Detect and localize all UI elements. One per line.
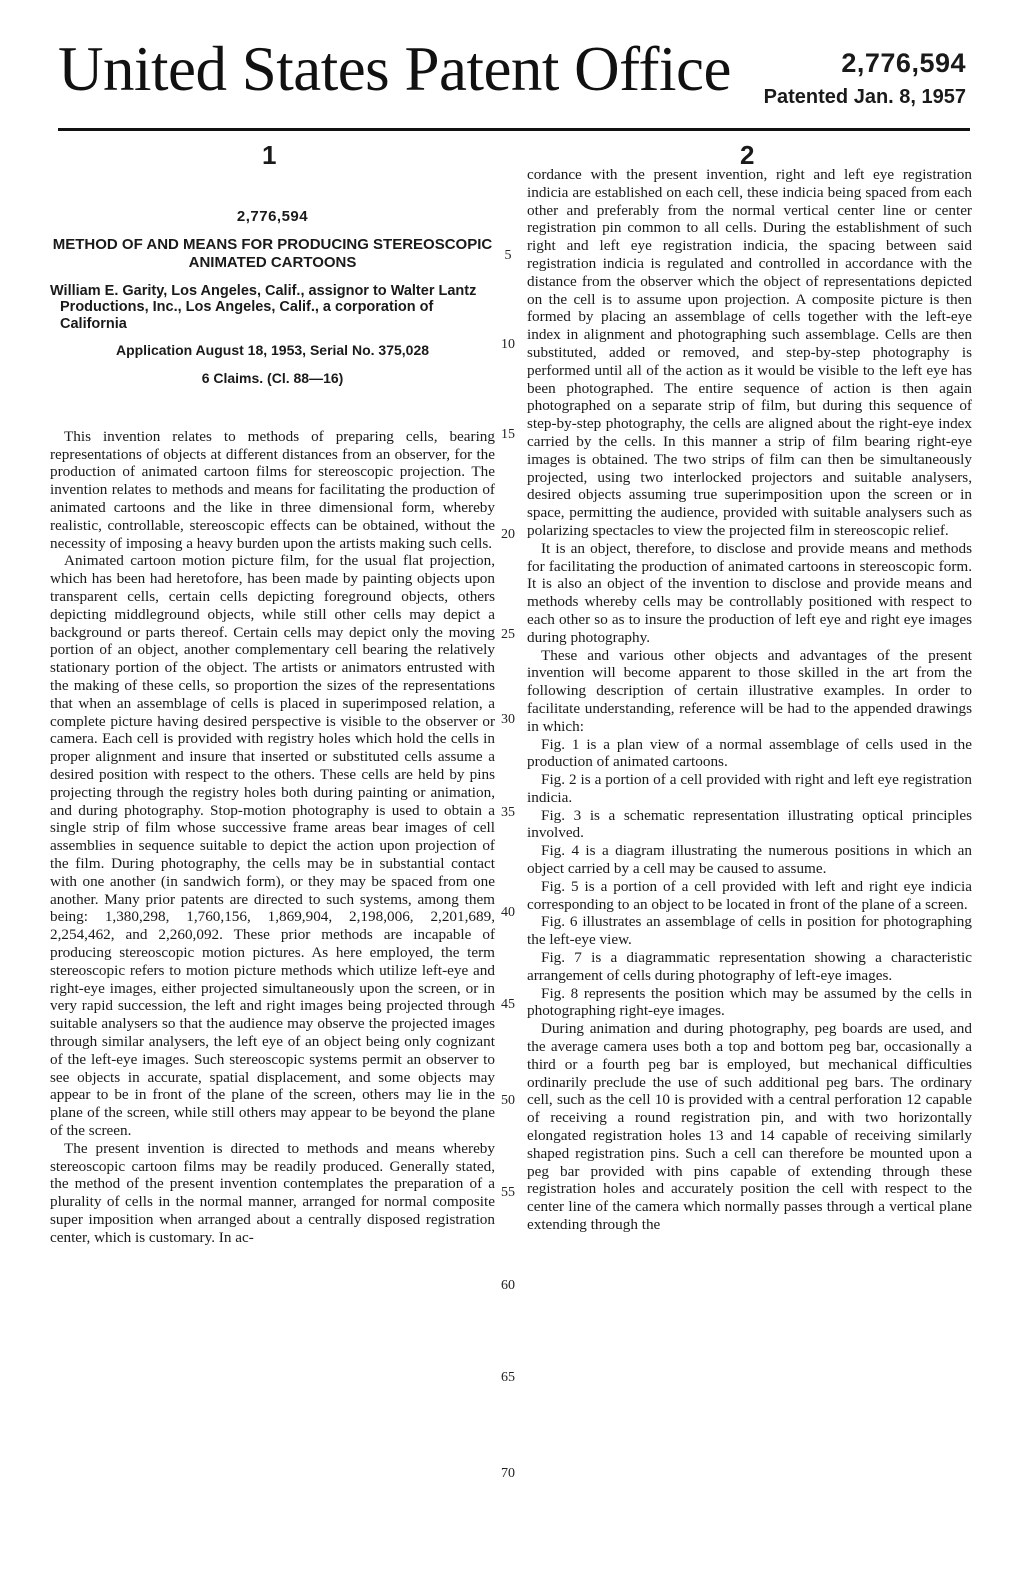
paragraph: During animation and during photography, peg boards are used, and the average camera uses both a top and bottom peg bar, occasionally a third or a fourth peg bar is employed, but mechanical difficulties ordinarily preclude the use of such additional peg bars. The ordinary cell, such as the cell 10 is provided with a central perforation 12 capable of receiving a round registration pin, and with two horizontally elongated registration holes 13 and 14 capable of receiving similarly shaped registration pins. Such a cell can therefore be mounted upon a peg bar provided with pins capable of extending through these registration holes and accurately position the cell with respect to the center line of the camera which normally passes through a vertical plane extending through the	[527, 1020, 972, 1234]
line-number: 25	[501, 627, 515, 642]
line-number: 30	[501, 712, 515, 727]
line-number: 70	[501, 1466, 515, 1481]
paragraph: It is an object, therefore, to disclose and provide means and methods for facilitating the production of animated cartoons in stereoscopic form. It is also an object of the invention to disclose and provide means and methods whereby cells may be controllably positioned with respect to each other so as to insure the production of left eye and right eye images during photography.	[527, 539, 972, 646]
patent-number: 2,776,594	[841, 48, 966, 78]
paragraph: The present invention is directed to methods and means whereby stereoscopic cartoon films may be readily produced. Generally stated, the method of the present invention contemplates the preparation of a plurality of cells in the normal manner, arranged for normal composite super imposition when arranged about a centrally disposed registration center, which is customary. In ac-	[50, 1139, 495, 1246]
office-title: United States Patent Office	[58, 34, 731, 104]
line-number: 55	[501, 1185, 515, 1200]
line-number: 65	[501, 1370, 515, 1385]
line-number: 20	[501, 527, 515, 542]
figure-description: Fig. 8 represents the position which may be assumed by the cells in photographing right-eye images.	[527, 984, 972, 1020]
figure-description: Fig. 1 is a plan view of a normal assemblage of cells used in the production of animated cartoons.	[527, 735, 972, 771]
paragraph: Animated cartoon motion picture film, for the usual flat projection, which has been had heretofore, has been made by painting objects upon transparent cells, certain cells depicting foreground objects, others depicting middleground objects, while still other cells may depict a background or parts thereof. Certain cells may depict only the moving portion of an object, another complementary cell bearing the relatively stationary portion of the object. The artists or animators entrusted with the making of these cells, so proportion the sizes of the representations that when an assemblage of cells is placed in superimposed relation, a complete picture having desired perspective is visible to the observer or camera. Each cell is provided with registry holes which hold the cells in proper alignment and insure that inserted or substituted cells assume a desired position with respect to the others. These cells are held by pins projecting through the registry holes both during painting or animation, and during photography. Stop-motion photography is used to obtain a single strip of film whose successive frame areas bear images of cell assemblies in sequence suitable to depict the action upon projection of the film. During photography, the cells may be in substantial contact with one another (in sandwich form), or they may be spaced from one another. Many prior patents are directed to such systems, among them being: 1,380,298, 1,760,156, 1,869,904, 2,198,006, 2,201,689, 2,254,462, and 2,260,092. These prior methods are incapable of producing stereoscopic motion pictures. As here employed, the term stereoscopic refers to motion picture methods which utilize left-eye and right-eye images, either projected simultaneously upon the screen, or in very rapid succession, the left and right images being projected through suitable analysers so that the audience may observe the projected images through similar analysers, the left eye of an object being only cognizant of the left-eye images. Such stereoscopic systems permit an observer to see objects in accurate, spatial displacement, and some objects may appear to be in front of the plane of the screen, others may lie in the plane of the screen, while still others may appear to be beyond the plane of the screen.	[50, 552, 495, 1139]
application-line: Application August 18, 1953, Serial No. 375,028	[115, 342, 430, 359]
column-number-right: 2	[740, 140, 755, 170]
right-column	[527, 166, 972, 1234]
figure-description: Fig. 3 is a schematic representation illustrating optical principles involved.	[527, 806, 972, 842]
line-number: 5	[504, 248, 512, 263]
figure-description: Fig. 6 illustrates an assemblage of cells in position for photographing the left-eye view.	[527, 913, 972, 949]
line-number: 40	[501, 905, 515, 920]
paragraph: This invention relates to methods of preparing cells, bearing representations of objects at different distances from an observer, for the production of animated cartoon films for stereoscopic projection. The invention relates to methods and means for facilitating the production of animated cartoons and the like in three dimensional form, whereby realistic, controllable, stereoscopic effects can be obtained, without the necessity of imposing a heavy burden upon the artists making such cells.	[50, 427, 495, 552]
meta-patent-number: 2,776,594	[236, 208, 309, 225]
line-number: 15	[501, 427, 515, 442]
inventor-line: William E. Garity, Los Angeles, Calif., assignor to Walter Lantz Productions, Inc., Los Angeles, Calif., a corporation of California	[50, 282, 477, 332]
paragraph: cordance with the present invention, right and left eye registration indicia are established on each cell, these indicia being spaced from each other and preferably from the normal vertical center line or center registration pin common to all cells. During the establishment of such right and left eye registration indicia, the spacing between said registration indicia is regulated and controlled in accordance with the distance from the observer which the object of representations depicted on the cell is to assume upon projection. A composite picture is then formed by placing an assemblage of cells together with the left-eye index in alignment and photographing such assemblage. Cells are then substituted, added or removed, and step-by-step photography is performed until all of the action as it would be visible to the left eye has been photographed. The entire sequence of action is then again photographed on a separate strip of film, but during this sequence of step-by-step photography, the cells are aligned about the right-eye index carried by the cells. In this manner a strip of film bearing right-eye images is obtained. The two strips of film can then be simultaneously projected, using two interlocked projectors and suitable analysers, desired objects assuming true superimposition upon the screen or in space, permitting the audience, provided with suitable analysers such as polarizing spectacles to view the projected film in stereoscopic relief.	[527, 166, 972, 539]
paragraph: These and various other objects and advantages of the present invention will become apparent to those skilled in the art from the following description of certain illustrative examples. In order to facilitate understanding, reference will be had to the appended drawings in which:	[527, 646, 972, 735]
header-rule	[58, 128, 970, 131]
figure-description: Fig. 2 is a portion of a cell provided with right and left eye registration indicia.	[527, 771, 972, 806]
line-number: 45	[501, 997, 515, 1012]
line-number: 10	[501, 337, 515, 352]
left-column	[50, 166, 495, 1247]
figure-description: Fig. 7 is a diagrammatic representation showing a characteristic arrangement of cells during photography of left-eye images.	[527, 949, 972, 984]
line-number: 60	[501, 1278, 515, 1293]
figure-description: Fig. 4 is a diagram illustrating the numerous positions in which an object carried by a cell may be caused to assume.	[527, 842, 972, 878]
line-number: 50	[501, 1093, 515, 1108]
figure-description: Fig. 5 is a portion of a cell provided with left and right eye indicia corresponding to an object to be located in front of the plane of a screen.	[527, 877, 972, 913]
line-number: 35	[501, 805, 515, 820]
claims-line: 6 Claims. (Cl. 88—16)	[201, 370, 344, 387]
column-number-left: 1	[262, 140, 277, 170]
patent-title: METHOD OF AND MEANS FOR PRODUCING STEREOSCOPIC ANIMATED CARTOONS	[52, 235, 493, 271]
patented-date: Patented Jan. 8, 1957	[763, 86, 966, 108]
